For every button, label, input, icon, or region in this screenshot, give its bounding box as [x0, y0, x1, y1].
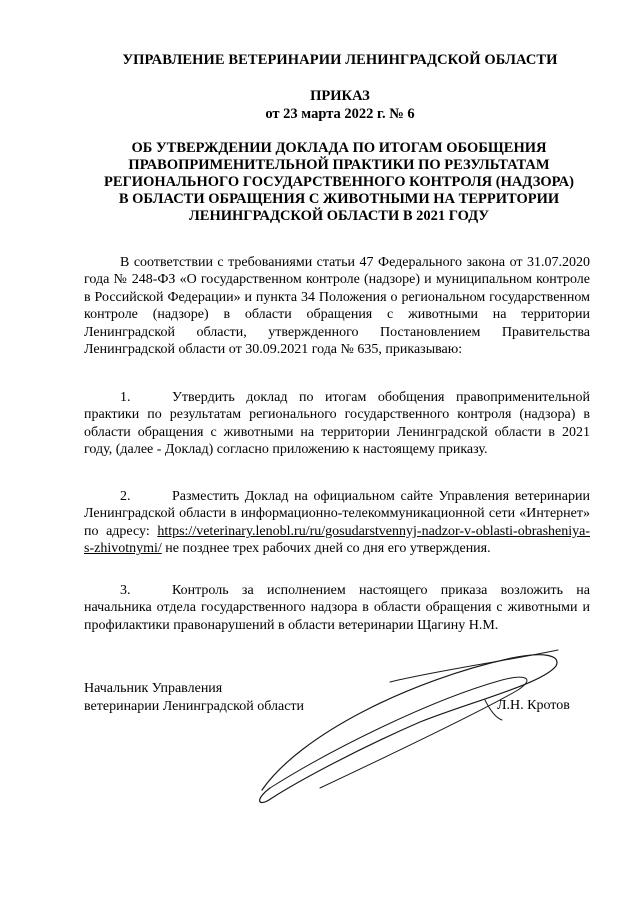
subject-line: ЛЕНИНГРАДСКОЙ ОБЛАСТИ В 2021 ГОДУ — [188, 208, 490, 224]
organization-header: УПРАВЛЕНИЕ ВЕТЕРИНАРИИ ЛЕНИНГРАДСКОЙ ОБЛАСТИ — [122, 52, 558, 68]
subject-line: РЕГИОНАЛЬНОГО ГОСУДАРСТВЕННОГО КОНТРОЛЯ (НАДЗОРА) — [104, 174, 574, 190]
signature-stroke — [270, 677, 527, 788]
website-link[interactable]: https://veterinary.lenobl.ru/ru/gosudarstvennyj-nadzor-v-oblasti-obrasheniya-s-zhivotnymi/ — [84, 523, 590, 557]
subject-line: В ОБЛАСТИ ОБРАЩЕНИЯ С ЖИВОТНЫМИ НА ТЕРРИТОРИИ — [118, 191, 560, 207]
handwritten-signature — [240, 640, 570, 820]
item-text: Утвердить доклад по итогам обобщения правоприменительной практики по результатам регионального государственного контроля (надзора) в области обращения с животными на территории Ленинградской области в 2021 году, (далее - Доклад) согласно приложению к настоящему приказу. — [84, 390, 590, 458]
signatory-name: Л.Н. Кротов — [497, 698, 570, 713]
subject-line: ОБ УТВЕРЖДЕНИИ ДОКЛАДА ПО ИТОГАМ ОБОБЩЕНИЯ — [131, 140, 547, 156]
order-date: от 23 марта 2022 г. № 6 — [265, 106, 415, 122]
intro-paragraph: В соответствии с требованиями статьи 47 Федерального закона от 31.07.2020 года № 248-ФЗ «О государственном контроле (надзоре) и муниципальном контроле в Российской Федерации» и пункта 34 Положения о региональном государственном контроле (надзоре) в области обращения с животными на территории Ленинградской области, утвержденного Постановлением Правительства Ленинградской области от 30.09.2021 года № 635, приказываю: — [84, 255, 590, 358]
position-line: Начальник Управления — [84, 681, 223, 696]
signature-stroke — [390, 650, 558, 682]
order-item-2 — [84, 488, 590, 558]
signature-stroke — [260, 655, 557, 803]
item-number: 1. — [120, 390, 131, 405]
item-text-after: не позднее трех рабочих дней со дня его утверждения. — [161, 541, 491, 557]
item-text: Контроль за исполнением настоящего приказа возложить на начальника отдела государственного надзора в области обращения с животными и профилактики правонарушений в области ветеринарии Щагину Н.М. — [84, 583, 590, 633]
order-title: ПРИКАЗ — [310, 88, 370, 104]
subject-line: ПРАВОПРИМЕНИТЕЛЬНОЙ ПРАКТИКИ ПО РЕЗУЛЬТАТАМ — [128, 157, 550, 173]
item-number: 2. — [120, 489, 131, 504]
order-item-1 — [84, 389, 590, 459]
order-subject — [84, 140, 594, 225]
order-item-3 — [84, 582, 590, 634]
item-text: Разместить Доклад на официальном сайте Управления ветеринарии Ленинградской области в информационно-телекоммуникационной сети «Интернет» по адресу: — [84, 489, 590, 539]
item-number: 3. — [120, 583, 131, 598]
position-line: ветеринарии Ленинградской области — [84, 699, 305, 714]
